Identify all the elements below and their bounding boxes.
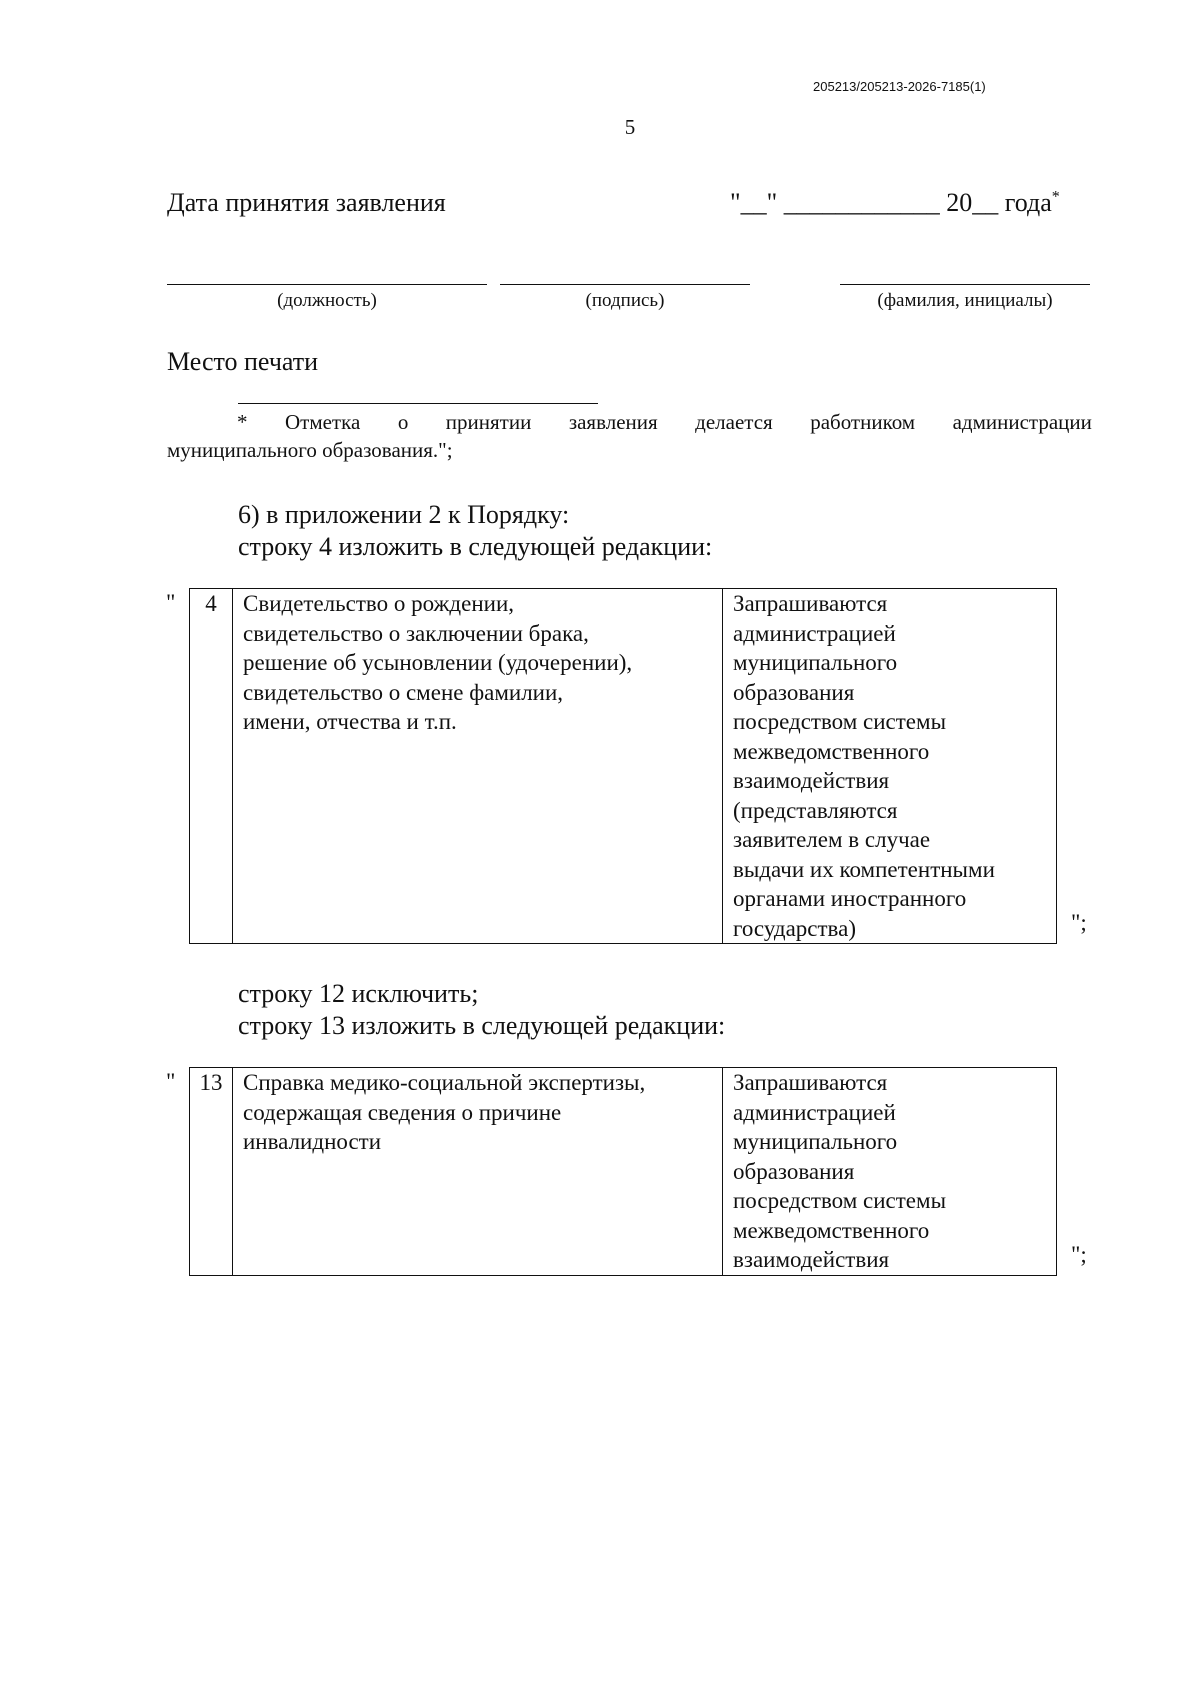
row-number: 4 (190, 589, 233, 944)
position-caption: (должность) (277, 290, 377, 311)
footnote-word: администрации (952, 410, 1092, 434)
cell-line: выдачи их компетентными (733, 856, 995, 882)
table-row-13 (189, 1067, 1057, 1276)
document-id: 205213/205213-2026-7185(1) (813, 79, 986, 94)
procedure-cell (723, 589, 1057, 944)
cell-line: Запрашиваются (733, 591, 888, 616)
stamp-label: Место печати (167, 347, 319, 376)
footnote-word: принятии (445, 410, 532, 434)
acceptance-date-field (730, 188, 1060, 218)
table-row (190, 589, 1057, 944)
footnote-word: работником (810, 410, 916, 434)
cell-line: Справка медико-социальной экспертизы, (243, 1070, 646, 1095)
amendment-6-heading: 6) в приложении 2 к Порядку: (238, 500, 570, 529)
footnote-line-1 (167, 408, 1092, 436)
cell-line: муниципального (733, 1129, 898, 1154)
cell-line: посредством системы (733, 1188, 947, 1213)
signature-caption: (подпись) (585, 290, 665, 311)
footnote-word: заявления (568, 410, 658, 434)
footnote-word: Отметка (284, 410, 361, 434)
cell-line: инвалидности (243, 1129, 382, 1154)
name-caption: (фамилия, инициалы) (877, 290, 1053, 311)
table-1-open-quote: " (166, 590, 176, 615)
procedure-cell (723, 1068, 1057, 1276)
table-1-close-quote: "; (1071, 910, 1087, 935)
table-row (190, 1068, 1057, 1276)
position-line (167, 284, 487, 285)
footnote-separator (238, 403, 598, 404)
table-row-4 (189, 588, 1057, 944)
name-line (840, 284, 1090, 285)
cell-line: свидетельство о заключении брака, (243, 620, 589, 646)
cell-line: межведомственного (733, 738, 930, 764)
footnote (167, 408, 1092, 464)
signature-line (500, 284, 750, 285)
amendment-row-12: строку 12 исключить; (238, 979, 479, 1008)
table-2-open-quote: " (166, 1069, 176, 1094)
cell-line: взаимодействия (733, 1247, 890, 1272)
cell-line: заявителем в случае (733, 827, 931, 852)
cell-line: содержащая сведения о причине (243, 1099, 562, 1125)
cell-line: образования (733, 679, 855, 705)
cell-line: Запрашиваются (733, 1070, 888, 1095)
footnote-asterisk: * (1051, 188, 1060, 206)
cell-line: администрацией (733, 1099, 896, 1125)
cell-line: органами иностранного (733, 886, 967, 911)
cell-line: посредством системы (733, 709, 947, 734)
footnote-word: о (397, 410, 409, 434)
acceptance-date-label: Дата принятия заявления (167, 188, 446, 217)
cell-line: свидетельство о смене фамилии, (243, 679, 564, 705)
row-number: 13 (190, 1068, 233, 1276)
amendment-row-13: строку 13 изложить в следующей редакции: (238, 1011, 726, 1040)
cell-line: государства) (733, 915, 856, 941)
cell-line: решение об усыновлении (удочерении), (243, 650, 633, 675)
cell-line: взаимодействия (733, 768, 890, 793)
footnote-line-2: муниципального образования."; (167, 438, 453, 462)
footnote-word: * (237, 410, 248, 434)
amendment-6-instruction: строку 4 изложить в следующей редакции: (238, 532, 713, 561)
cell-line: администрацией (733, 620, 896, 646)
cell-line: образования (733, 1158, 855, 1184)
table-2-close-quote: "; (1071, 1242, 1087, 1267)
document-cell (233, 589, 723, 944)
cell-line: муниципального (733, 650, 898, 675)
document-cell (233, 1068, 723, 1276)
footnote-word: делается (695, 410, 773, 434)
cell-line: Свидетельство о рождении, (243, 591, 515, 616)
page-number: 5 (624, 115, 636, 139)
cell-line: (представляются (733, 797, 898, 823)
cell-line: межведомственного (733, 1217, 930, 1243)
cell-line: имени, отчества и т.п. (243, 709, 457, 734)
acceptance-date-line: "__" ____________ 20__ года (730, 188, 1052, 217)
